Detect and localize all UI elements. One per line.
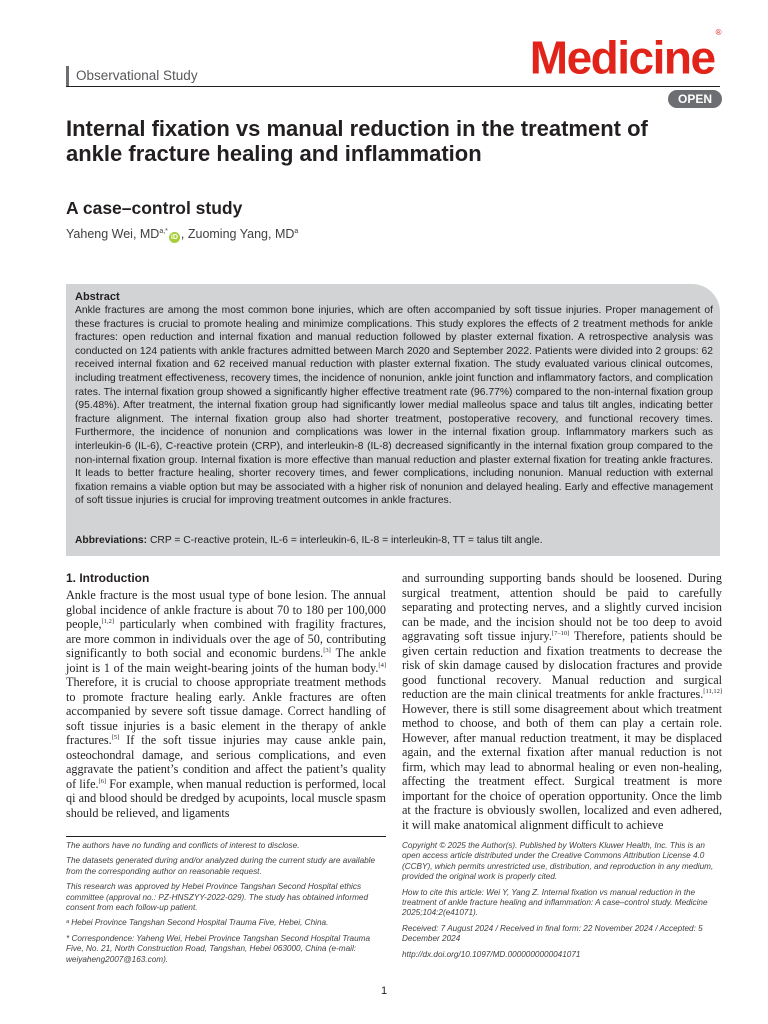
funding-note: The authors have no funding and conflicts of interest to disclose. — [66, 841, 300, 850]
abbreviations-text: CRP = C-reactive protein, IL-6 = interleukin-6, IL-8 = interleukin-8, TT = talus tilt angle. — [147, 535, 543, 546]
body-text: If the soft tissue injuries may cause ankle pain, osteochondral damage, and serious complications, and even aggravate the patient’s condition and affect the patient’s quality of life. — [66, 733, 386, 791]
ethics-note: This research was approved by Hebei Province Tangshan Second Hospital ethics committee (approval no.: PZ-HNSZYY-2022-029). The study has obtained informed consent from each follow-up patient. — [66, 882, 369, 913]
footnotes-right — [402, 841, 720, 965]
article-type-label: Observational Study — [66, 66, 198, 86]
abstract-text: Ankle fractures are among the most common bone injuries, which are often accompanied by soft tissue injuries. Proper management of these fractures is crucial to promote healing and minimize complications. This study explores the effects of 2 treatment methods for ankle fractures: open reduction and internal fixation and manual reduction followed by plaster external fixation. A retrospective analysis was conducted on 124 patients with ankle fractures admitted between March 2020 and September 2022. Patients were divided into 2 groups: 62 received internal fixation and 62 received manual reduction with plaster external fixation. The study evaluated various clinical outcomes, including treatment effectiveness, recovery times, the incidence of nonunion, ankle joint function and inflammatory factors, and complication rates. The internal fixation group showed a significantly higher effective treatment rate (96.77%) compared to the non-internal fixation group (95.48%). After treatment, the internal fixation group had significantly lower medial malleolus space and talus tilt angles, indicating better fracture alignment. The internal fixation group also had shorter treatment, postoperative recovery, and functional recovery times. Furthermore, the incidence of nonunion and complications was lower in the internal fixation group. Inflammatory markers such as interleukin-6 (IL-6), C-reactive protein (CRP), and interleukin-8 (IL-8) decreased significantly in the internal fixation group compared to the non-internal fixation group. Internal fixation is more effective than manual reduction and plaster external fixation for treating ankle fractures. It leads to better fracture healing, shorter recovery times, and fewer complications, including nonunion. Manual reduction with external fixation remains a viable option but may be associated with a higher risk of nonunion and delayed healing. Early and effective management of soft tissue injuries is crucial for improving treatment outcomes in ankle fractures. — [75, 305, 713, 507]
correspondence-note: * Correspondence: Yaheng Wei, Hebei Province Tangshan Second Hospital Trauma Five, No. 21, North Construction Road, Tangshan, Hebei 063000, China (e-mail: weiyaheng2007@163.com). — [66, 933, 371, 964]
body-text: Therefore, it is crucial to choose appropriate treatment methods to promote fracture healing early. Ankle fractures are often accompanied by severe soft tissue damage. Correct handling of soft tissue injuries is a basic element in the therapy of ankle fractures. — [66, 675, 386, 747]
copyright-note: Copyright © 2025 the Author(s). Published by Wolters Kluwer Health, Inc. This is an open access article distributed under the Creative Commons Attribution License 4.0 (CCBY), which permits unrestricted use, distribution, and reproduction in any medium, provided the original work is properly cited. — [402, 841, 714, 882]
body-text: For example, when manual reduction is performed, local qi and blood should be dredged by acupoints, local muscle spasm should be relieved, and ligaments — [66, 776, 386, 820]
abstract-heading: Abstract — [75, 291, 120, 303]
citation-link[interactable]: [6] — [98, 777, 107, 785]
footnotes-left — [66, 841, 384, 970]
citation-link[interactable]: [3] — [323, 646, 331, 654]
abstract-box — [66, 284, 720, 556]
citation-link[interactable]: [7–10] — [551, 629, 570, 637]
data-availability-note: The datasets generated during and/or analyzed during the current study are available from the corresponding author on reasonable request. — [66, 856, 376, 876]
citation-link[interactable]: [5] — [111, 733, 120, 741]
doi-link[interactable]: http://dx.doi.org/10.1097/MD.0000000000041071 — [402, 949, 581, 959]
citation-link[interactable]: [4] — [378, 661, 386, 669]
body-text: Ankle fracture is the most usual type of bone lesion. The annual global incidence of ankle fracture is about 70 to 180 per 100,000 people, — [66, 588, 386, 631]
article-subtitle: A case–control study — [66, 198, 243, 218]
author-list — [66, 227, 298, 243]
body-text: Therefore, patients should be given certain reduction and fixation treatments to decrease the risk of skin damage caused by dislocation fractures and provide good functional recovery. Manual reduction and surgical reduction are the main clinical treatments for ankle fractures. — [402, 629, 723, 701]
body-text: and surrounding supporting bands should be loosened. During surgical treatment, attention should be paid to carefully separating and protecting nerves, and a slightly curved incision can be made, and the incision should not be too deep to avoid aggravating soft tissue injury. — [402, 571, 722, 643]
body-text: However, there is still some disagreement about which treatment method to choose, and both of them can play a certain role. However, after manual reduction treatment, it may be displaced again, and the external fixation after manual reduction is not firm, which may lead to abnormal healing or even non-healing, affecting the treatment effect. Surgical treatment is more important for the choice of operation opportunity. Once the limb at the fracture is obviously swollen, localized and even adhered, it will make anatomical alignment difficult to achieve — [402, 701, 722, 832]
citation-note: How to cite this article: Wei Y, Yang Z. Internal fixation vs manual reduction in the treatment of ankle fracture healing and inflammation: A case–control study. Medicine 2025;104:2(e41071). — [402, 887, 708, 918]
orcid-icon[interactable]: iD — [170, 234, 178, 241]
footnote-divider — [66, 836, 386, 837]
article-title: Internal fixation vs manual reduction in the treatment of ankle fracture healing and inflammation — [66, 116, 648, 166]
registered-mark: ® — [715, 28, 720, 37]
header-divider — [66, 86, 720, 87]
body-text: particularly when combined with fragility fractures, are more common in individuals over the age of 50, contributing significantly to both social and economic burdens. — [66, 617, 386, 660]
author-affiliation-mark: a,* — [159, 227, 168, 235]
affiliation-note: ᵃ Hebei Province Tangshan Second Hospital Trauma Five, Hebei, China. — [66, 918, 329, 928]
author-affiliation-mark: a — [294, 227, 299, 235]
body-column-left — [66, 588, 386, 820]
author-name: Yaheng Wei, MD — [66, 227, 160, 241]
body-column-right — [402, 571, 722, 832]
page-number: 1 — [380, 985, 388, 997]
abbreviations-label: Abbreviations: — [75, 535, 148, 546]
citation-link[interactable]: [11,12] — [703, 687, 722, 695]
body-text: The ankle joint is 1 of the main weight-bearing joints of the human body. — [66, 646, 386, 675]
section-heading: 1. Introduction — [66, 571, 150, 585]
author-separator: , — [180, 227, 188, 241]
abstract-content — [75, 290, 713, 508]
open-access-badge: OPEN — [668, 90, 722, 108]
author-name: Zuoming Yang, MD — [187, 227, 295, 241]
citation-link[interactable]: [1,2] — [101, 617, 115, 625]
abbreviations — [75, 535, 543, 546]
dates-note: Received: 7 August 2024 / Received in final form: 22 November 2024 / Accepted: 5 December 2024 — [402, 923, 703, 944]
journal-logo — [530, 30, 720, 82]
journal-name: Medicine — [529, 31, 715, 84]
